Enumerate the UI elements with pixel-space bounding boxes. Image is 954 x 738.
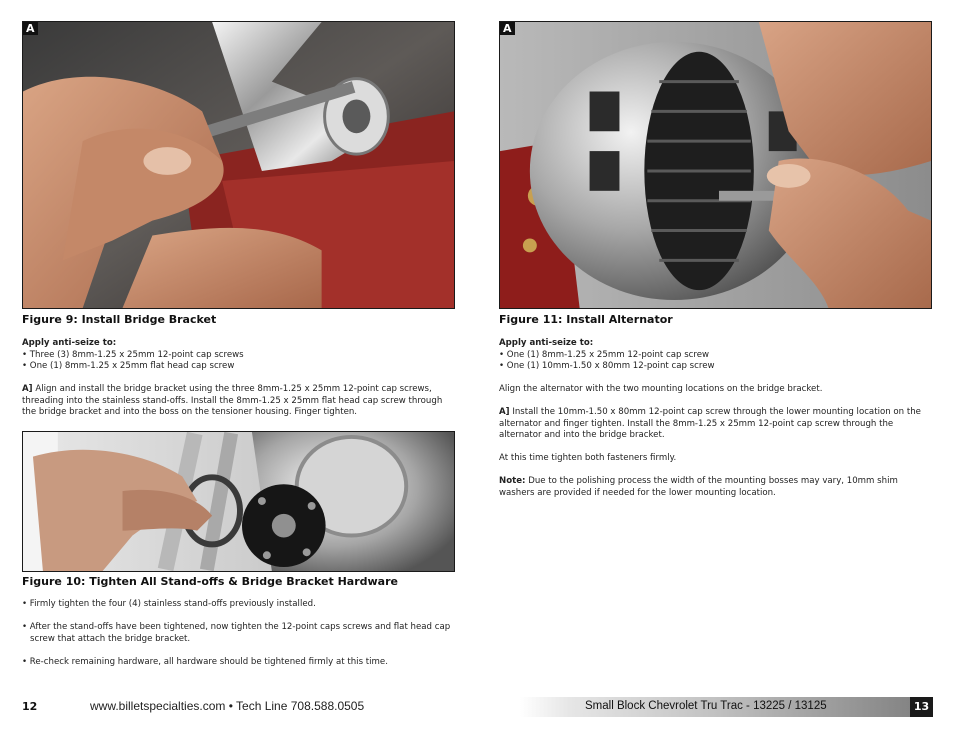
list-item: • After the stand-offs have been tightened, now tighten the 12-point caps screws and flat head cap screw that attach the bridge bracket. [22, 622, 451, 644]
note-text: Due to the polishing process the width of the mounting bosses may vary, 10mm shim washers are provided if needed for the lower mounting location. [499, 476, 898, 498]
figure-11-photo [499, 21, 932, 309]
figure-11-instructions [499, 338, 933, 499]
note-paragraph [499, 476, 933, 499]
figure-11-marker: A [500, 22, 515, 35]
step-a-paragraph [499, 407, 933, 442]
figure-9-photo [22, 21, 455, 309]
anti-seize-item: • One (1) 8mm-1.25 x 25mm flat head cap screw [22, 361, 235, 371]
step-a-label: A] [499, 407, 510, 417]
tighten-paragraph: At this time tighten both fasteners firmly. [499, 453, 677, 463]
figure-9-marker: A [23, 22, 38, 35]
footer-website-techline: www.billetspecialties.com • Tech Line 708.588.0505 [90, 699, 365, 713]
note-label: Note: [499, 476, 526, 486]
figure-11-caption: Figure 11: Install Alternator [499, 313, 673, 326]
figure-10-instructions [22, 599, 452, 668]
figure-9-instructions [22, 338, 458, 419]
step-a-text: Install the 10mm-1.50 x 80mm 12-point cap screw through the lower mounting location on the alternator and finger tighten. Install the 8mm-1.25 x 25mm 12-point cap screw through the alternator and into the bridge bracket. [499, 407, 921, 440]
figure-10-caption: Figure 10: Tighten All Stand-offs & Bridge Bracket Hardware [22, 575, 398, 588]
right-page-number-box [910, 697, 933, 717]
anti-seize-item: • One (1) 8mm-1.25 x 25mm 12-point cap screw [499, 349, 710, 360]
right-page-number: 13 [913, 700, 930, 713]
figure-9-caption: Figure 9: Install Bridge Bracket [22, 313, 217, 326]
anti-seize-heading: Apply anti-seize to: [22, 338, 117, 348]
align-paragraph: Align the alternator with the two mounting locations on the bridge bracket. [499, 384, 823, 394]
anti-seize-heading: Apply anti-seize to: [499, 338, 594, 348]
step-a-label: A] [22, 384, 33, 394]
left-page-number: 12 [22, 700, 38, 713]
anti-seize-item: • One (1) 10mm-1.50 x 80mm 12-point cap screw [499, 361, 715, 371]
anti-seize-item: • Three (3) 8mm-1.25 x 25mm 12-point cap screws [22, 349, 244, 360]
list-item: • Re-check remaining hardware, all hardware should be tightened firmly at this time. [22, 656, 388, 667]
list-item: • Firmly tighten the four (4) stainless stand-offs previously installed. [22, 599, 316, 609]
footer-product-title: Small Block Chevrolet Tru Trac - 13225 / 13125 [585, 700, 827, 712]
step-a-text: Align and install the bridge bracket using the three 8mm-1.25 x 25mm 12-point cap screws, threading into the stainless stand-offs. Install the 8mm-1.25 x 25mm flat head cap screw through the bridge bracket and into the boss on the tensioner housing. Finger tighten. [22, 384, 443, 417]
figure-10-photo [22, 431, 455, 572]
step-a-paragraph [22, 384, 458, 419]
